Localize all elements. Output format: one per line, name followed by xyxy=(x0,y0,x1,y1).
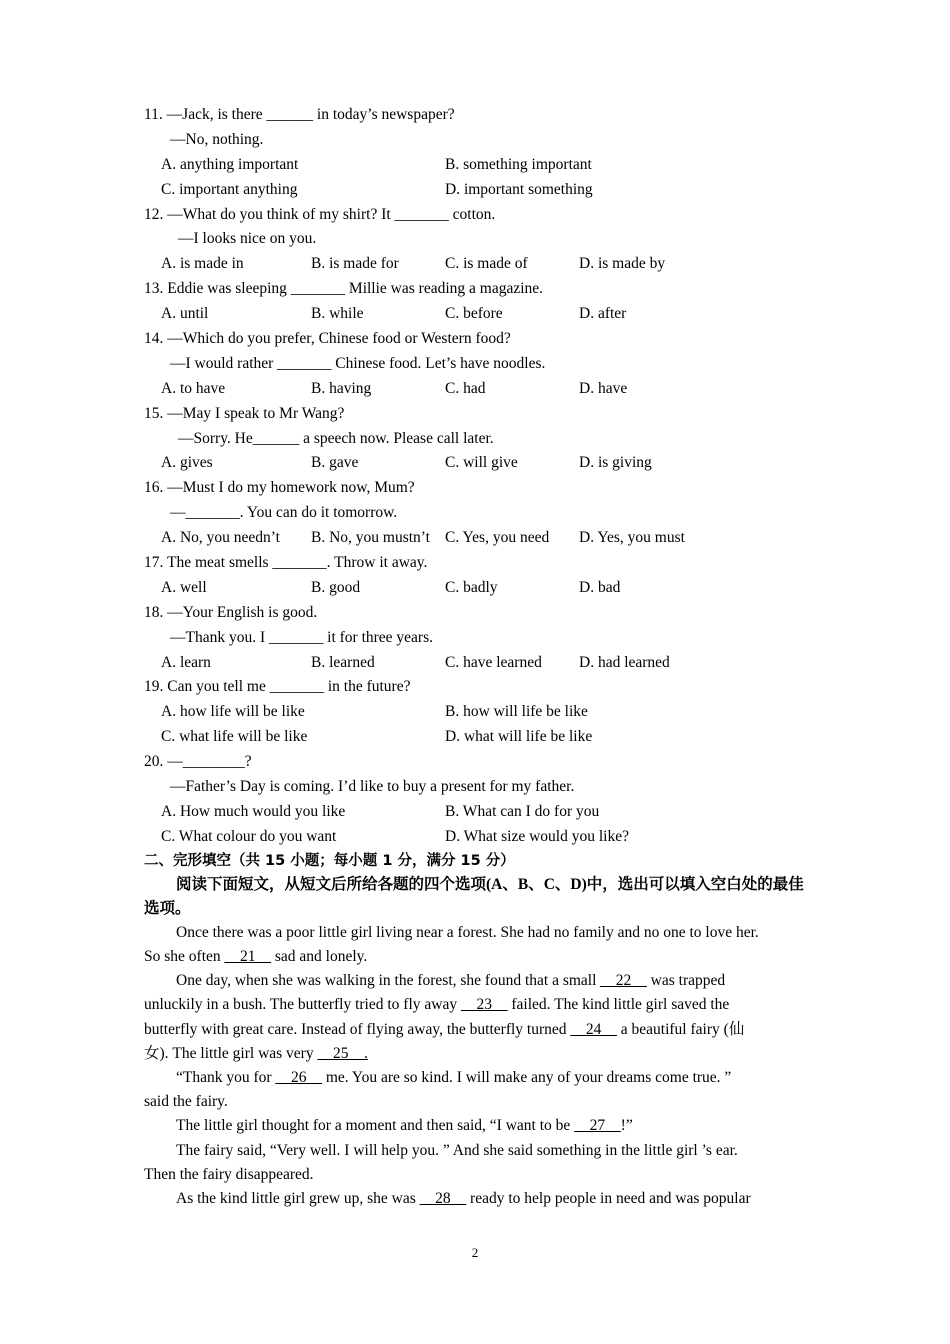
option-a: A. is made in xyxy=(161,255,244,273)
passage-text: ready to help people in need and was popular xyxy=(466,1189,751,1207)
option-c: C. badly xyxy=(445,578,498,596)
option-c: C. Yes, you need xyxy=(445,529,550,547)
question-17-stem: 17. The meat smells _______. Throw it away. xyxy=(144,554,428,572)
option-c: C. before xyxy=(445,305,503,323)
question-18-reply: —Thank you. I _______ it for three years. xyxy=(170,628,434,646)
passage-text: “Thank you for xyxy=(176,1068,276,1086)
question-19-stem: 19. Can you tell me _______ in the future? xyxy=(144,678,411,696)
passage-text: One day, when she was walking in the forest, she found that a small xyxy=(176,972,601,990)
option-c: C. had xyxy=(445,379,486,397)
question-20-options-row1 xyxy=(144,800,816,825)
passage-text: butterfly with great care. Instead of flying away, the butterfly turned xyxy=(144,1020,571,1038)
option-a: A. learn xyxy=(161,653,211,671)
question-14-reply: —I would rather _______ Chinese food. Let’s have noodles. xyxy=(170,354,546,372)
passage-text: unluckily in a bush. The butterfly tried to fly away xyxy=(144,996,461,1014)
option-b: B. while xyxy=(311,305,364,323)
passage-line: The fairy said, “Very well. I will help you. ” And she said something in the little girl ’s ear. xyxy=(176,1141,738,1159)
option-b: B. how will life be like xyxy=(445,703,588,721)
question-17-options xyxy=(144,576,816,601)
option-a: A. to have xyxy=(161,379,226,397)
passage-line xyxy=(144,945,816,969)
question-18-options xyxy=(144,651,816,676)
question-11-options-row2 xyxy=(144,178,816,203)
option-b: B. learned xyxy=(311,653,375,671)
option-d: D. is giving xyxy=(579,454,652,472)
passage-line xyxy=(144,1018,816,1042)
option-a: A. No, you needn’t xyxy=(161,529,280,547)
page-content xyxy=(144,103,816,1211)
option-b: B. gave xyxy=(311,454,359,472)
question-20-stem: 20. —________? xyxy=(144,753,252,771)
passage-text: The little girl thought for a moment and then said, “I want to be xyxy=(176,1117,575,1135)
option-a: A. how life will be like xyxy=(161,703,305,721)
passage-line xyxy=(144,1066,816,1090)
question-18-stem: 18. —Your English is good. xyxy=(144,603,318,621)
blank-28: __28__ xyxy=(419,1189,467,1207)
passage-text: was trapped xyxy=(646,972,726,990)
option-b: B. What can I do for you xyxy=(445,802,600,820)
blank-23: __23__ xyxy=(460,996,508,1014)
option-c: C. What colour do you want xyxy=(161,827,337,845)
blank-22: __22__ xyxy=(600,972,647,990)
question-15-reply: —Sorry. He______ a speech now. Please call later. xyxy=(178,429,494,447)
passage-line xyxy=(144,1114,816,1138)
option-c: C. have learned xyxy=(445,653,542,671)
section-instruction: 阅读下面短文，从短文后所给各题的四个选项(A、B、C、D)中，选出可以填入空白处的最佳选项。 xyxy=(144,875,804,917)
option-c: C. is made of xyxy=(445,255,528,273)
question-20-reply: —Father’s Day is coming. I’d like to buy a present for my father. xyxy=(170,778,575,796)
question-14-stem: 14. —Which do you prefer, Chinese food or Western food? xyxy=(144,330,511,348)
passage-line: Then the fairy disappeared. xyxy=(144,1165,314,1183)
question-12-reply: —I looks nice on you. xyxy=(178,230,317,248)
blank-26: __26__ xyxy=(275,1068,322,1086)
question-12-stem: 12. —What do you think of my shirt? It _______ cotton. xyxy=(144,205,496,223)
passage-text: As the kind little girl grew up, she was xyxy=(176,1189,420,1207)
option-d: D. bad xyxy=(579,578,621,596)
passage-line xyxy=(144,993,816,1017)
blank-25: __25__. xyxy=(317,1044,368,1062)
option-c: C. will give xyxy=(445,454,518,472)
blank-27: __27__ xyxy=(574,1117,621,1135)
passage-text: failed. The kind little girl saved the xyxy=(507,996,730,1014)
option-a: A. anything important xyxy=(161,155,299,173)
question-20-options-row2 xyxy=(144,825,816,850)
option-d: D. Yes, you must xyxy=(579,529,685,547)
option-a: A. until xyxy=(161,305,209,323)
passage-text: !” xyxy=(620,1117,633,1135)
option-d: D. is made by xyxy=(579,255,666,273)
question-19-options-row2 xyxy=(144,725,816,750)
page-number: 2 xyxy=(471,1245,479,1260)
question-15-options xyxy=(144,451,816,476)
option-b: B. something important xyxy=(445,155,592,173)
option-a: A. well xyxy=(161,578,207,596)
question-13-options xyxy=(144,302,816,327)
question-16-stem: 16. —Must I do my homework now, Mum? xyxy=(144,479,415,497)
passage-text: So she often xyxy=(144,947,225,965)
option-d: D. had learned xyxy=(579,653,670,671)
passage-line: said the fairy. xyxy=(144,1093,228,1111)
passage-text: 女). The little girl was very xyxy=(144,1044,318,1062)
passage-line xyxy=(144,1187,816,1211)
question-11-stem: 11. —Jack, is there ______ in today’s newspaper? xyxy=(144,106,455,123)
question-14-options xyxy=(144,377,816,402)
option-b: B. is made for xyxy=(311,255,399,273)
question-13-stem: 13. Eddie was sleeping _______ Millie was reading a magazine. xyxy=(144,280,544,298)
option-c: C. what life will be like xyxy=(161,728,308,746)
question-19-options-row1 xyxy=(144,700,816,725)
question-12-options xyxy=(144,252,816,277)
blank-24: __24__ xyxy=(570,1020,617,1038)
option-d: D. have xyxy=(579,379,628,397)
passage-text: a beautiful fairy (仙 xyxy=(616,1020,745,1038)
question-11-options-row1 xyxy=(144,153,816,178)
option-a: A. gives xyxy=(161,454,213,472)
option-d: D. what will life be like xyxy=(445,728,593,746)
passage-line xyxy=(144,969,816,993)
question-11-reply: —No, nothing. xyxy=(170,130,264,148)
option-b: B. having xyxy=(311,379,372,397)
option-d: D. after xyxy=(579,305,627,323)
passage-text: me. You are so kind. I will make any of your dreams come true. ” xyxy=(321,1068,732,1086)
passage-line: Once there was a poor little girl living near a forest. She had no family and no one to love her. xyxy=(176,923,759,941)
option-b: B. good xyxy=(311,578,361,596)
option-d: D. important something xyxy=(445,180,593,198)
option-c: C. important anything xyxy=(161,180,298,198)
option-a: A. How much would you like xyxy=(161,802,346,820)
question-16-options xyxy=(144,526,816,551)
option-d: D. What size would you like? xyxy=(445,827,629,845)
question-16-reply: —_______. You can do it tomorrow. xyxy=(170,504,398,522)
option-b: B. No, you mustn’t xyxy=(311,529,430,547)
section-heading: 二、完形填空（共 15 小题；每小题 1 分，满分 15 分） xyxy=(144,852,515,869)
blank-21: __21__ xyxy=(224,947,272,965)
passage-line xyxy=(144,1042,816,1066)
passage-text: sad and lonely. xyxy=(271,947,368,965)
question-15-stem: 15. —May I speak to Mr Wang? xyxy=(144,404,345,422)
